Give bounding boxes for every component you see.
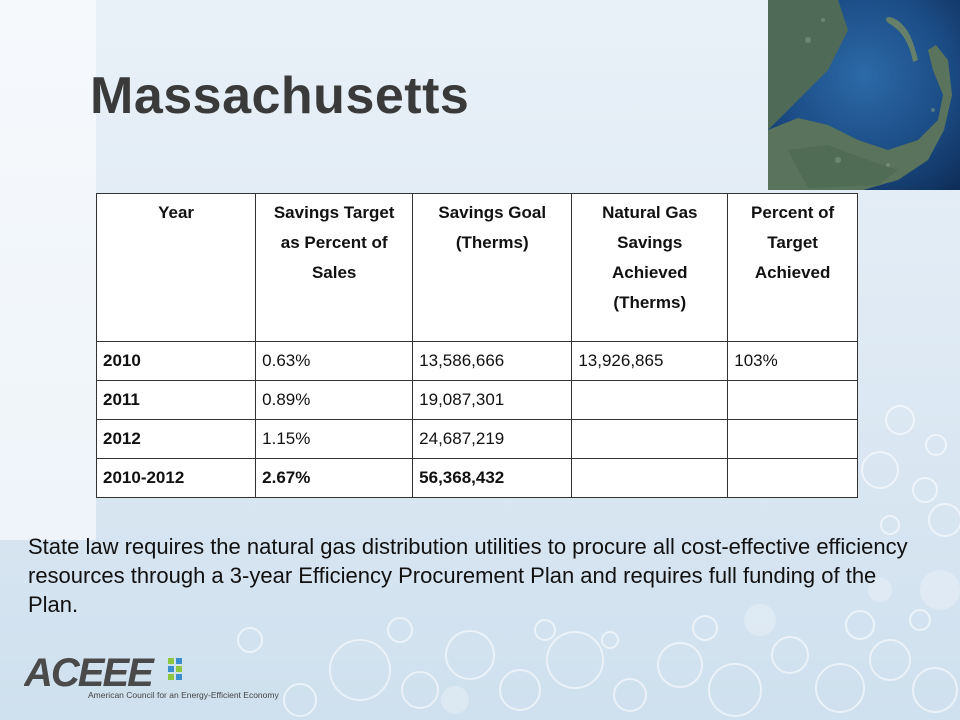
cell-target-percent: 0.89% — [256, 381, 413, 420]
cell-savings-achieved: 13,926,865 — [572, 342, 728, 381]
cell-target-percent: 0.63% — [256, 342, 413, 381]
cell-percent-achieved — [728, 420, 858, 459]
logo-wordmark: ACEEE — [24, 652, 152, 695]
cell-percent-achieved — [728, 459, 858, 498]
logo-tagline: American Council for an Energy-Efficient Economy — [88, 690, 279, 700]
cape-cod-satellite-image — [768, 0, 960, 190]
cell-year: 2011 — [97, 381, 256, 420]
cell-savings-achieved — [572, 420, 728, 459]
cell-target-percent: 2.67% — [256, 459, 413, 498]
cell-savings-achieved — [572, 381, 728, 420]
header-savings-goal: Savings Goal (Therms) — [413, 194, 572, 342]
header-year: Year — [97, 194, 256, 342]
slide-title: Massachusetts — [90, 67, 470, 125]
cell-year: 2010-2012 — [97, 459, 256, 498]
logo-dots-icon — [168, 658, 182, 680]
table-row — [97, 381, 858, 420]
cell-target-percent: 1.15% — [256, 420, 413, 459]
cell-savings-goal: 13,586,666 — [413, 342, 572, 381]
cell-savings-achieved — [572, 459, 728, 498]
cell-savings-goal: 19,087,301 — [413, 381, 572, 420]
cell-year: 2010 — [97, 342, 256, 381]
table-row — [97, 342, 858, 381]
table-row — [97, 420, 858, 459]
header-natural-gas-savings-achieved: Natural Gas Savings Achieved (Therms) — [572, 194, 728, 342]
table-row-total — [97, 459, 858, 498]
header-percent-of-target-achieved: Percent of Target Achieved — [728, 194, 858, 342]
table-header-row — [97, 194, 858, 342]
header-savings-target-percent: Savings Target as Percent of Sales — [256, 194, 413, 342]
cell-savings-goal: 56,368,432 — [413, 459, 572, 498]
cell-year: 2012 — [97, 420, 256, 459]
savings-table — [96, 193, 858, 498]
cell-percent-achieved — [728, 381, 858, 420]
body-paragraph: State law requires the natural gas distribution utilities to procure all cost-effective efficiency resources through a 3-year Efficiency Procurement Plan and requires full funding of the Plan. — [28, 534, 908, 617]
cell-percent-achieved: 103% — [728, 342, 858, 381]
cell-savings-goal: 24,687,219 — [413, 420, 572, 459]
